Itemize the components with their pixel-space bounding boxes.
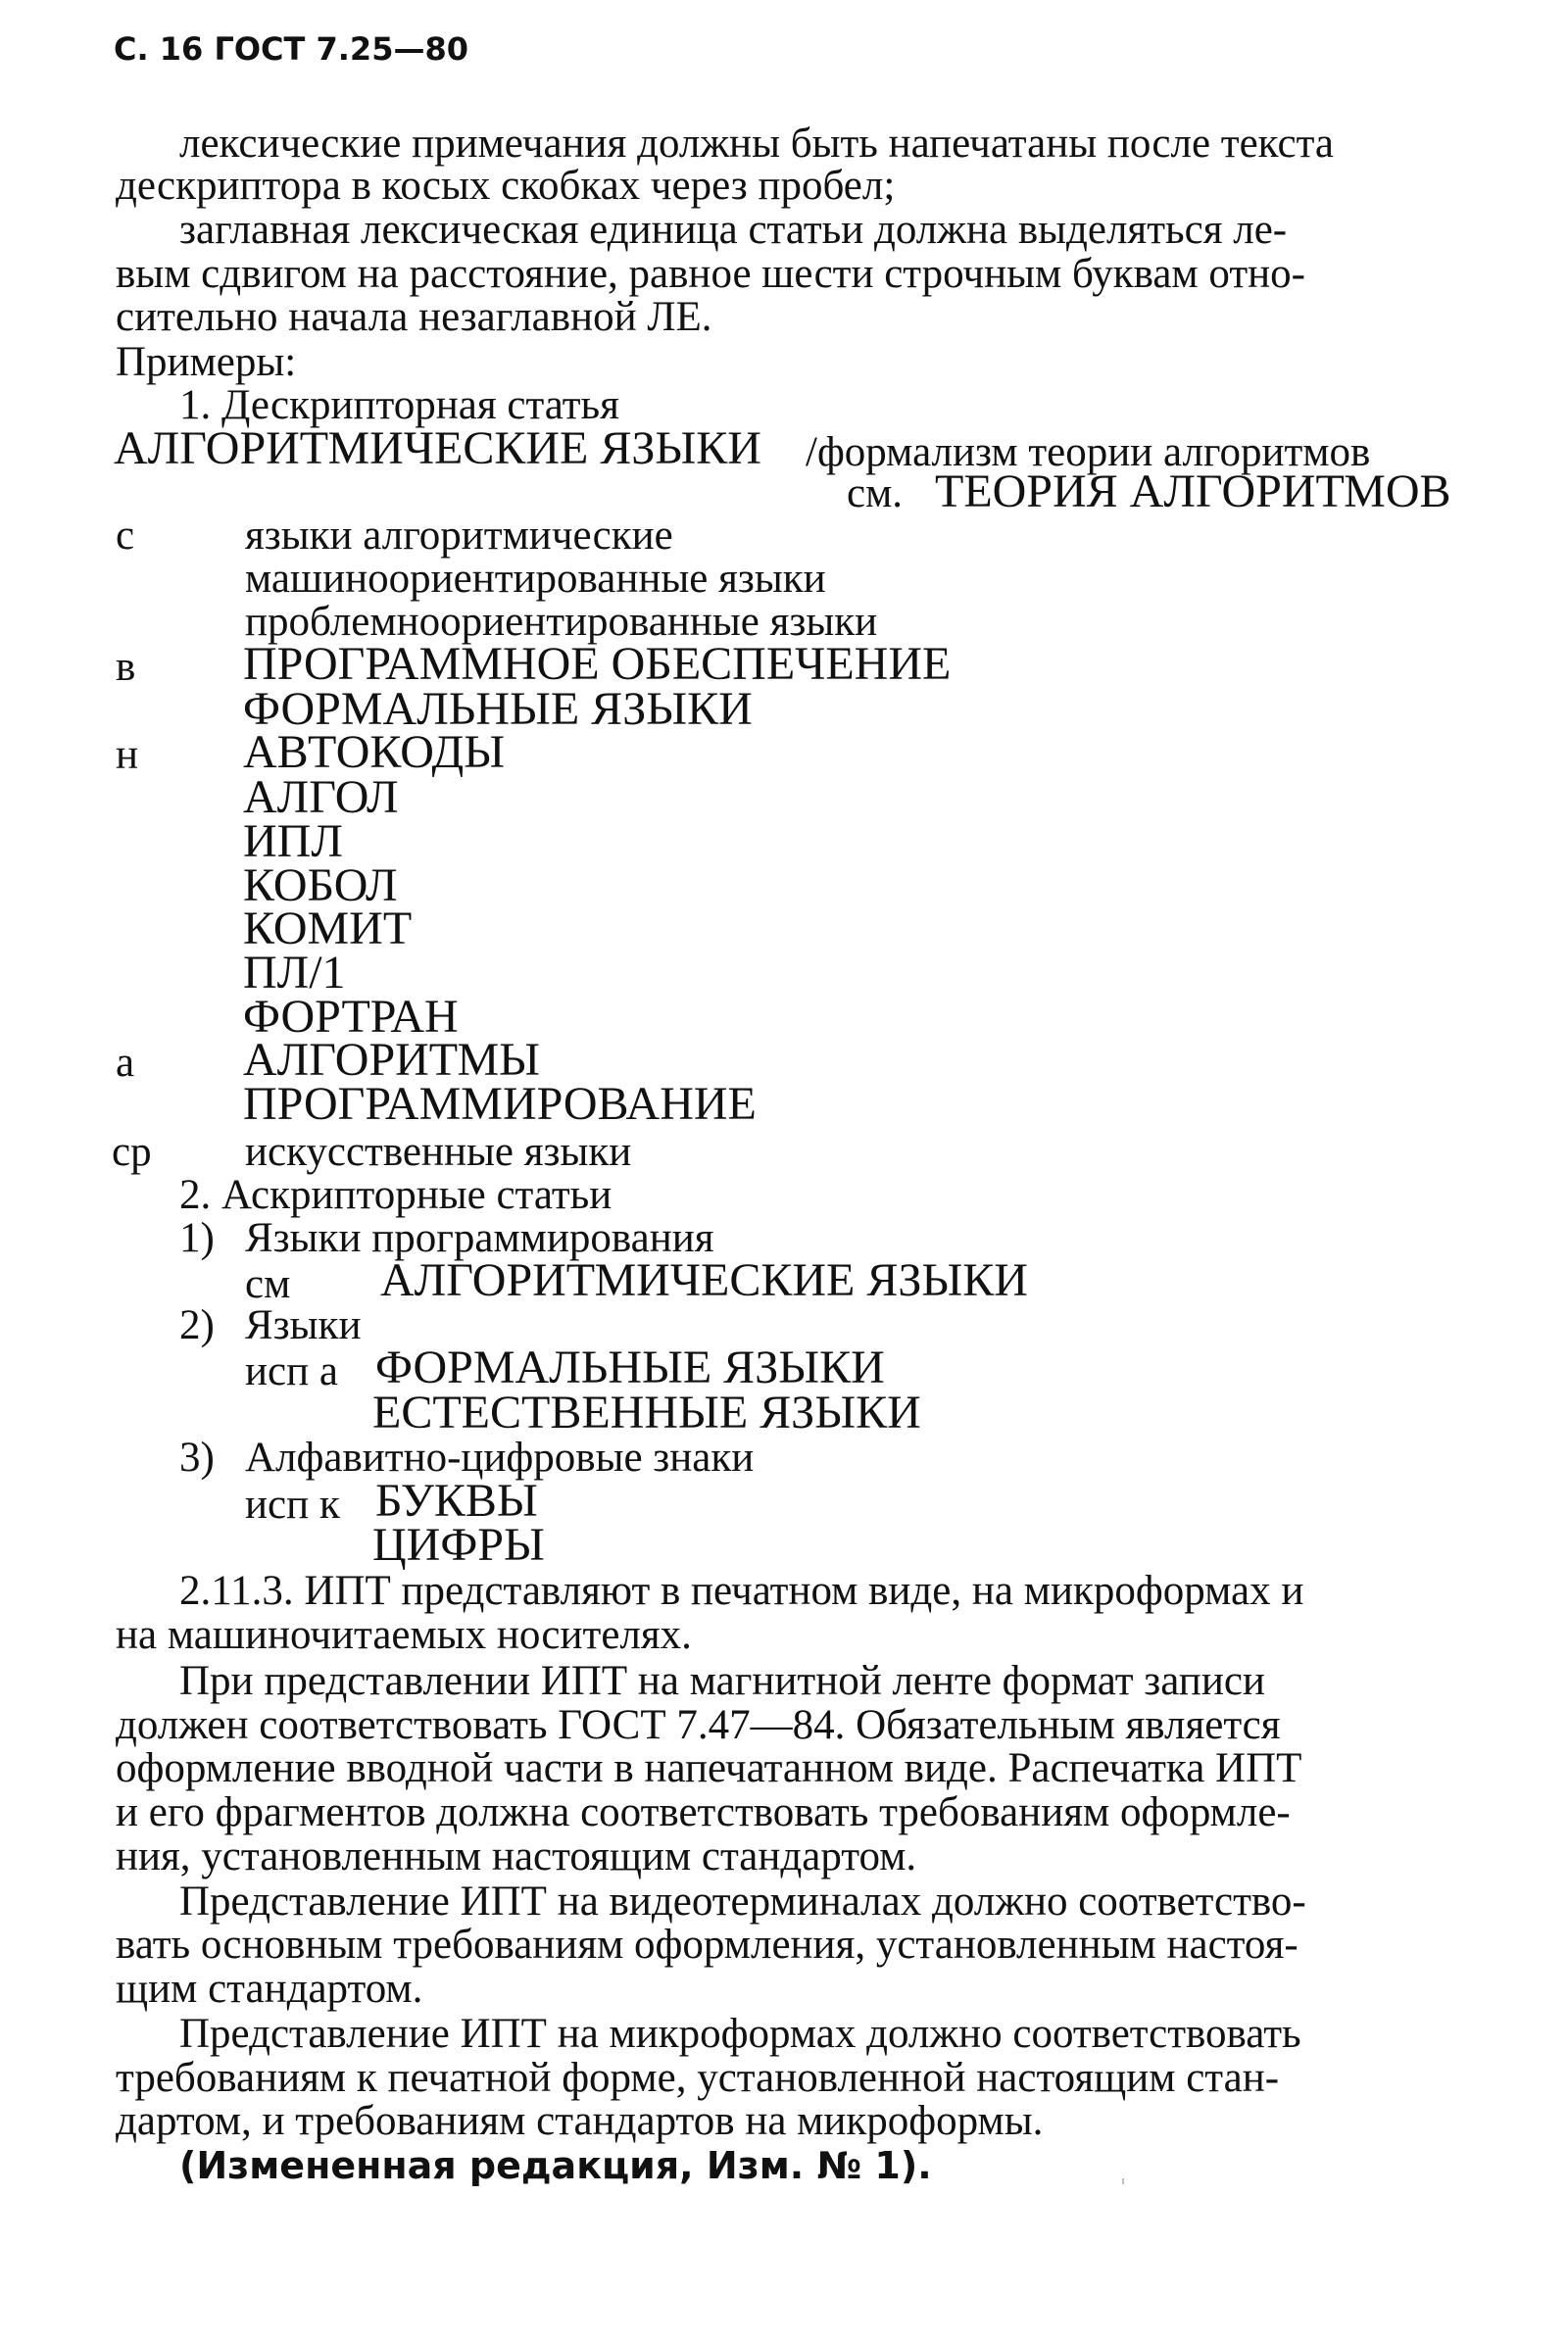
entry-target: ЦИФРЫ: [372, 1519, 545, 1571]
entry-target: БУКВЫ: [375, 1475, 538, 1527]
associative-term: АЛГОРИТМЫ: [243, 1034, 541, 1086]
entry-ref: исп к: [245, 1482, 340, 1528]
entry-ref: см: [245, 1261, 291, 1307]
descriptor-head-note: /формализм теории алгоритмов: [806, 429, 1371, 475]
group-label-narrower: н: [116, 732, 139, 778]
narrower-term: КОБОЛ: [243, 859, 398, 911]
para2-line3: сительно начала незаглавной ЛЕ.: [116, 294, 712, 340]
entry-ref: исп а: [245, 1348, 338, 1394]
narrower-term: АЛГОЛ: [243, 771, 399, 823]
entry-number: 1): [179, 1215, 215, 1261]
narrower-term: КОМИТ: [243, 903, 413, 954]
para5-line1: Представление ИПТ на видеотерминалах должно соответство-: [179, 1878, 1306, 1925]
group-label-compare: ср: [112, 1129, 152, 1175]
para2-line1: заглавная лексическая единица статьи должна выделяться ле-: [179, 207, 1288, 253]
entry-target: ЕСТЕСТВЕННЫЕ ЯЗЫКИ: [372, 1387, 921, 1439]
entry-target: ФОРМАЛЬНЫЕ ЯЗЫКИ: [375, 1342, 885, 1393]
synonym-item: проблемноориентированные языки: [245, 599, 878, 645]
entry-term: Языки: [245, 1302, 362, 1348]
para4-line3: оформление вводной части в напечатанном виде. Распечатка ИПТ: [116, 1745, 1302, 1791]
example2-title: 2. Аскрипторные статьи: [179, 1172, 612, 1218]
descriptor-head-term: АЛГОРИТМИЧЕСКИЕ ЯЗЫКИ: [114, 422, 761, 474]
para1-line1: лексические примечания должны быть напечатаны после текста: [179, 121, 1334, 167]
examples-label: Примеры:: [116, 339, 297, 385]
broader-term: ФОРМАЛЬНЫЕ ЯЗЫКИ: [243, 683, 753, 735]
page-header: С. 16 ГОСТ 7.25—80: [114, 30, 468, 68]
narrower-term: ИПЛ: [243, 815, 343, 867]
synonym-item: машиноориентированные языки: [245, 556, 826, 602]
entry-target: АЛГОРИТМИЧЕСКИЕ ЯЗЫКИ: [380, 1254, 1028, 1306]
para4-line5: ния, установленным настоящим стандартом.: [116, 1833, 917, 1879]
para6-line2: требованиям к печатной форме, установленной настоящим стан-: [116, 2055, 1280, 2101]
group-label-broader: в: [116, 644, 136, 690]
para4-line1: При представлении ИПТ на магнитной ленте формат записи: [179, 1658, 1265, 1704]
entry-number: 3): [179, 1435, 215, 1481]
narrower-term: ФОРТРАН: [243, 991, 459, 1043]
narrower-term: АВТОКОДЫ: [243, 726, 506, 778]
example1-title: 1. Дескрипторная статья: [179, 382, 619, 428]
scan-speck: [1122, 2178, 1124, 2184]
para4-line4: и его фрагментов должна соответствовать требованиям оформле-: [116, 1789, 1291, 1835]
synonym-item: языки алгоритмические: [245, 512, 673, 559]
entry-term: Языки программирования: [245, 1215, 714, 1261]
associative-term: ПРОГРАММИРОВАНИЕ: [243, 1078, 757, 1130]
para4-line2: должен соответствовать ГОСТ 7.47—84. Обязательным является: [116, 1702, 1281, 1748]
group-label-synonyms: с: [116, 512, 135, 559]
para5-line2: вать основным требованиям оформления, установленным настоя-: [116, 1922, 1298, 1968]
para6-line1: Представление ИПТ на микроформах должно соответствовать: [179, 2011, 1301, 2057]
entry-number: 2): [179, 1302, 215, 1348]
para6-line3: дартом, и требованиям стандартов на микроформы.: [116, 2098, 1044, 2144]
para1-line2: дескриптора в косых скобках через пробел;: [116, 163, 896, 209]
para5-line3: щим стандартом.: [116, 1966, 423, 2012]
amendment-note: (Измененная редакция, Изм. № 1).: [179, 2144, 932, 2187]
para3-line1: 2.11.3. ИПТ представляют в печатном виде, на микроформах и: [179, 1568, 1304, 1614]
see-term: ТЕОРИЯ АЛГОРИТМОВ: [935, 465, 1451, 517]
broader-term: ПРОГРАММНОЕ ОБЕСПЕЧЕНИЕ: [243, 638, 952, 690]
entry-term: Алфавитно-цифровые знаки: [245, 1435, 755, 1481]
group-label-associative: а: [116, 1040, 135, 1086]
para3-line2: на машиночитаемых носителях.: [116, 1612, 692, 1658]
compare-item: искусственные языки: [245, 1129, 632, 1175]
narrower-term: ПЛ/1: [243, 947, 346, 999]
see-prefix: см.: [847, 470, 904, 516]
para2-line2: вым сдвигом на расстояние, равное шести строчным буквам отно-: [116, 251, 1305, 297]
